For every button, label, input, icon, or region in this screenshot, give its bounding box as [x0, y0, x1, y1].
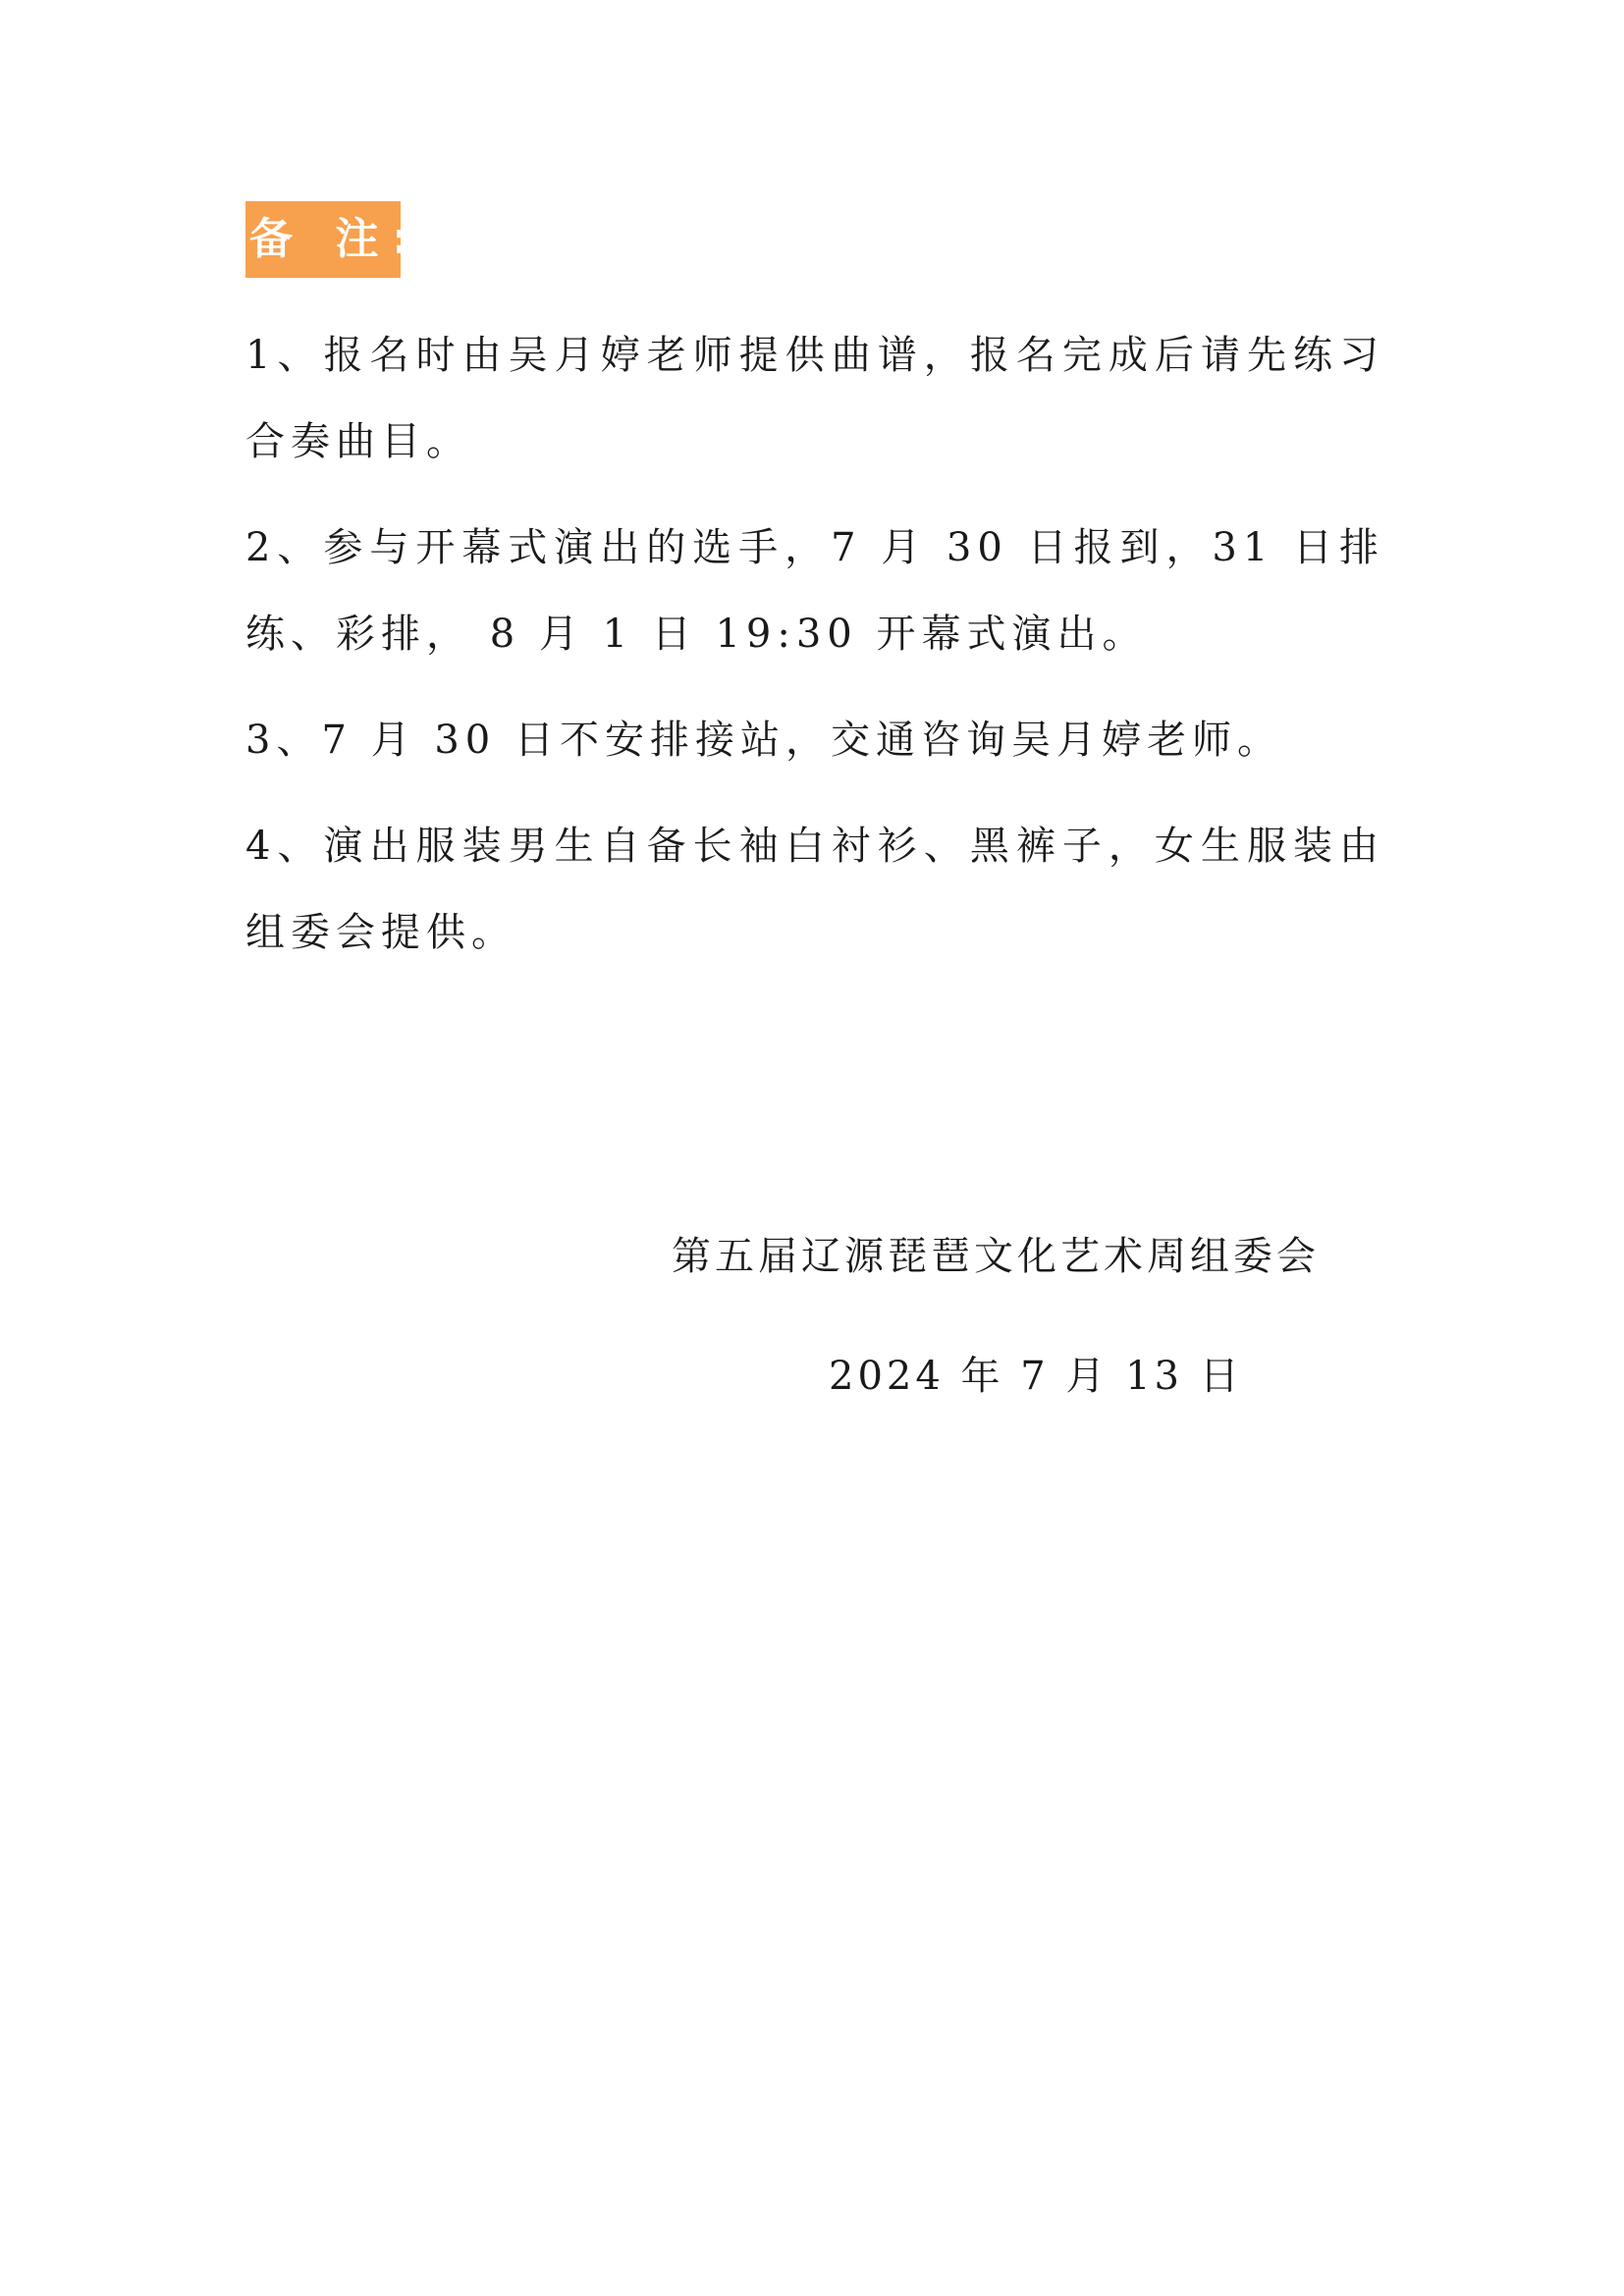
note-item-2: 2、参与开幕式演出的选手，7 月 30 日报到，31 日排练、彩排， 8 月 1 日 19:30 开幕式演出。	[245, 525, 1384, 657]
notes-list	[245, 312, 1384, 976]
note-item-3: 3、7 月 30 日不安排接站，交通咨询吴月婷老师。	[245, 718, 1282, 763]
notes-heading: 备 注:	[245, 201, 401, 278]
note-item-4: 4、演出服装男生自备长袖白衬衫、黑裤子，女生服装由组委会提供。	[245, 824, 1384, 955]
note-item-1: 1、报名时由吴月婷老师提供曲谱，报名完成后请先练习合奏曲目。	[245, 333, 1384, 464]
signature-date: 2024 年 7 月 13 日	[829, 1354, 1243, 1399]
organizer-name: 第五届辽源琵琶文化艺术周组委会	[672, 1234, 1320, 1279]
